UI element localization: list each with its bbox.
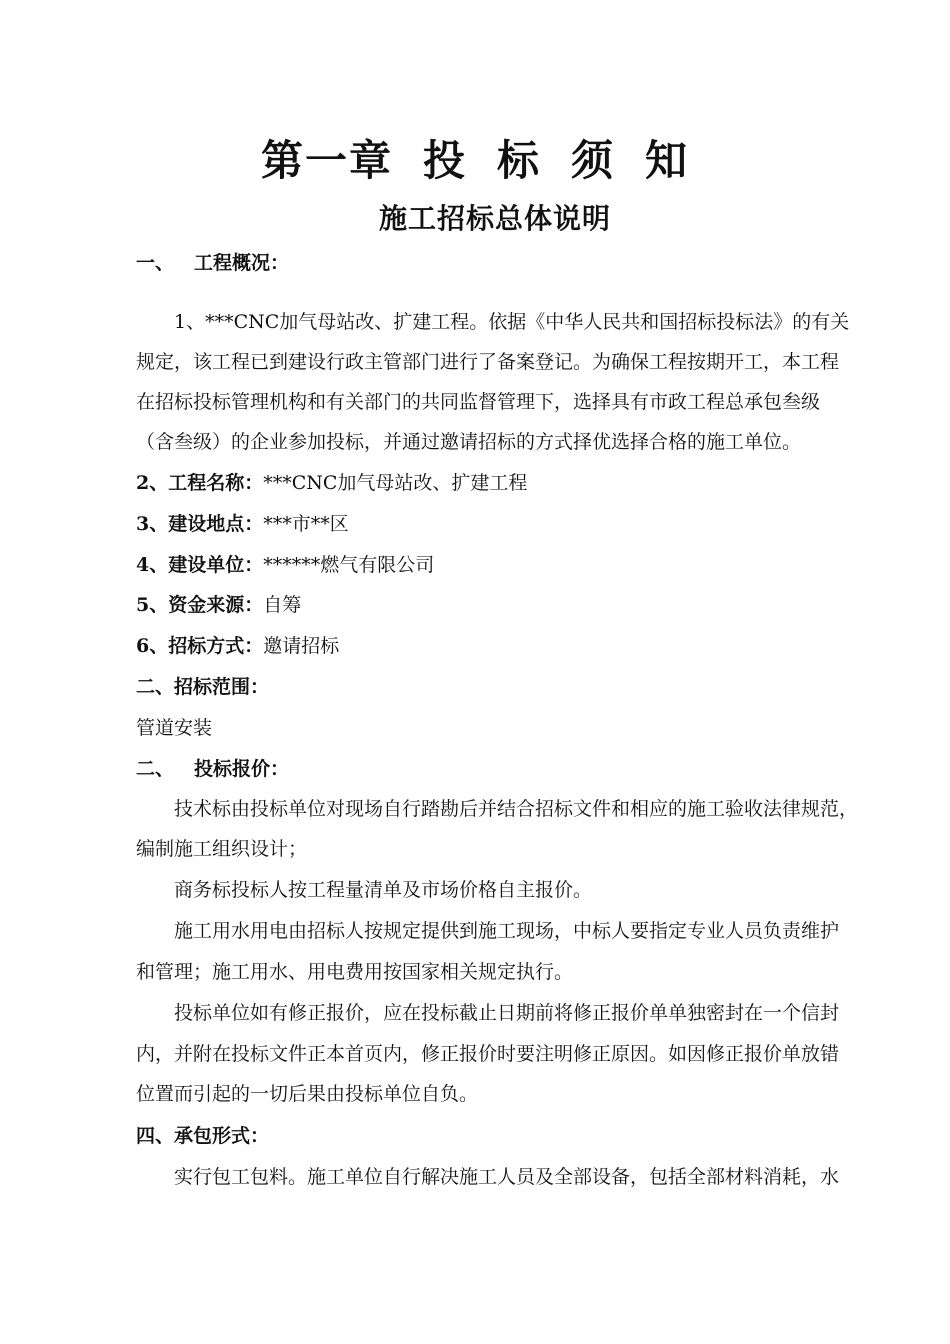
section-3-line-1: 技术标由投标单位对现场自行踏勘后并结合招标文件和相应的施工验收法律规范， <box>174 798 859 820</box>
overview-line-4: （含叁级）的企业参加投标，并通过邀请招标的方式择优选择合格的施工单位。 <box>136 431 802 453</box>
item-value: 邀请招标 <box>263 635 340 657</box>
title-word-3: 须 <box>571 136 616 185</box>
section-3-line-8: 位置而引起的一切后果由投标单位自负。 <box>136 1083 479 1105</box>
section-3-line-3: 商务标投标人按工程量清单及市场价格自主报价。 <box>174 879 593 901</box>
subtitle: 施工招标总体说明 <box>378 202 611 235</box>
section-2-heading: 二、招标范围： <box>136 676 270 698</box>
overview-line-2: 规定，该工程已到建设行政主管部门进行了备案登记。为确保工程按期开工，本工程 <box>136 351 840 373</box>
item-label: 3、建设地点： <box>136 513 264 535</box>
item-label: 6、招标方式： <box>136 635 264 657</box>
section-3-number: 二、 <box>136 758 175 780</box>
section-3-line-4: 施工用水用电由招标人按规定提供到施工现场，中标人要指定专业人员负责维护 <box>174 920 840 942</box>
chapter-title <box>0 136 950 185</box>
item-value: ******燃气有限公司 <box>263 554 435 576</box>
section-3-line-6: 投标单位如有修正报价，应在投标截止日期前将修正报价单单独密封在一个信封 <box>174 1002 840 1024</box>
section-4-line-1: 实行包工包料。施工单位自行解决施工人员及全部设备，包括全部材料消耗，水 <box>174 1166 840 1188</box>
section-1-number: 一、 <box>136 252 175 274</box>
chapter-number: 第一章 <box>260 136 393 185</box>
item-label: 2、工程名称： <box>136 472 264 494</box>
item-bidding-method <box>136 637 339 656</box>
item-funding <box>136 596 301 615</box>
item-builder <box>136 556 434 575</box>
item-label: 4、建设单位： <box>136 554 264 576</box>
section-3-line-2: 编制施工组织设计； <box>136 838 308 860</box>
item-value: ***市**区 <box>263 513 349 535</box>
title-word-1: 投 <box>422 136 467 185</box>
title-word-4: 知 <box>645 136 690 185</box>
section-3-heading: 投标报价： <box>194 758 290 780</box>
section-1-heading: 工程概况： <box>194 252 290 274</box>
section-4-heading: 四、承包形式： <box>136 1125 270 1147</box>
section-3-line-5: 和管理；施工用水、用电费用按国家相关规定执行。 <box>136 961 574 983</box>
item-location <box>136 515 349 534</box>
item-value: ***CNC加气母站改、扩建工程 <box>263 472 528 494</box>
section-2-body: 管道安装 <box>136 717 213 739</box>
item-project-name <box>136 474 527 493</box>
overview-line-3: 在招标投标管理机构和有关部门的共同监督管理下，选择具有市政工程总承包叁级 <box>136 391 821 413</box>
title-word-2: 标 <box>496 136 541 185</box>
item-label: 5、资金来源： <box>136 594 264 616</box>
item-value: 自筹 <box>263 594 302 616</box>
section-3-line-7: 内，并附在投标文件正本首页内，修正报价时要注明修正原因。如因修正报价单放错 <box>136 1043 840 1065</box>
overview-line-1: 1、***CNC加气母站改、扩建工程。依据《中华人民共和国招标投标法》的有关 <box>174 311 850 333</box>
